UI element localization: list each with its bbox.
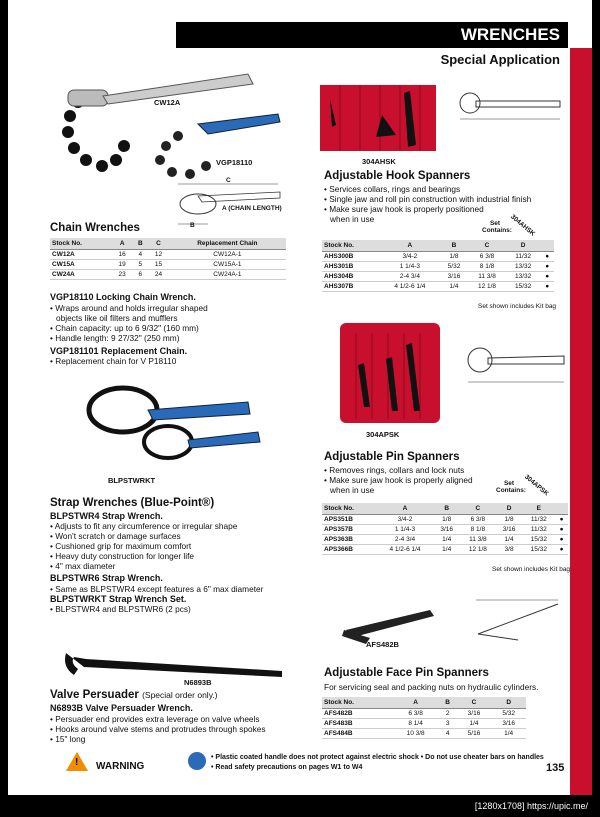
bullet: • BLPSTWR4 and BLPSTWR6 (2 pcs)	[50, 604, 191, 614]
col-header: C	[460, 503, 496, 515]
valve-title-note: (Special order only.)	[142, 690, 218, 700]
col-header: D	[491, 697, 526, 709]
table-row: AFS484B 10 3/8 4 5/16 1/4	[322, 729, 526, 739]
table-row: AHS307B 4 1/2-6 1/4 1/4 12 1/8 15/32 ●	[322, 282, 554, 292]
col-header	[540, 240, 554, 252]
table-row: APS357B 1 1/4-3 3/16 8 1/8 3/16 11/32 ●	[322, 525, 568, 535]
table-row: AHS304B 2-4 3/4 3/16 11 3/8 13/32 ●	[322, 272, 554, 282]
valve-bullets	[50, 714, 266, 744]
afs482b-label: AFS482B	[366, 640, 399, 649]
pin-bullets	[324, 465, 473, 495]
col-header: B	[433, 503, 460, 515]
hook-kit-note: Set shown includes Kit bag	[478, 303, 557, 310]
blpstwr6-bullets	[50, 584, 263, 594]
table-row: CW15A 19 5 15 CW15A-1	[50, 260, 286, 270]
strap-wrenches-title: Strap Wrenches (Blue-Point®)	[50, 497, 215, 509]
hook-spanner-table	[322, 240, 554, 292]
vgp18110-label: VGP18110	[216, 158, 253, 167]
warning-item: • Read safety precautions on pages W1 to W4	[211, 764, 363, 771]
pin-spanners-title: Adjustable Pin Spanners	[324, 451, 460, 463]
face-pin-diagram	[468, 594, 568, 646]
repl-title: VGP181101 Replacement Chain.	[50, 346, 188, 356]
304ahsk-label: 304AHSK	[362, 157, 396, 166]
col-header: Stock No.	[322, 240, 380, 252]
bullet: when in use	[330, 214, 375, 224]
bullet: • Services collars, rings and bearings	[324, 184, 531, 194]
col-header: A	[112, 238, 132, 250]
bullet: • Hooks around valve stems and protrudes through spokes	[50, 724, 266, 734]
col-header: Stock No.	[322, 503, 377, 515]
repl-bullets	[50, 356, 176, 366]
bullet: • 4" max diameter	[50, 561, 237, 571]
col-header: A	[393, 697, 439, 709]
col-header: Replacement Chain	[169, 238, 286, 250]
section-subtitle: Special Application	[440, 52, 560, 67]
valve-persuader-image	[56, 645, 296, 685]
col-header: E	[522, 503, 555, 515]
bullet: • Heavy duty construction for longer life	[50, 551, 237, 561]
col-header: C	[148, 238, 168, 250]
vgp-title: VGP18110 Locking Chain Wrench.	[50, 292, 196, 302]
page-number: 135	[546, 762, 565, 774]
table-row: CW24A 23 6 24 CW24A-1	[50, 270, 286, 280]
blpstwr4-title: BLPSTWR4 Strap Wrench.	[50, 511, 163, 521]
bullet: • Won't scratch or damage surfaces	[50, 531, 237, 541]
bullet: • Make sure jaw hook is properly aligned	[324, 475, 473, 485]
blpstwrkt-title: BLPSTWRKT Strap Wrench Set.	[50, 594, 187, 604]
vgp-bullets	[50, 303, 208, 343]
col-header: D	[506, 240, 541, 252]
face-pin-table	[322, 697, 526, 739]
hook-set-code: 304AHSK	[509, 213, 537, 238]
table-row: AFS482B 6 3/8 2 3/16 5/32	[322, 709, 526, 719]
face-pin-description: For servicing seal and packing nuts on hydraulic cylinders.	[324, 682, 539, 692]
blpstwr4-bullets	[50, 521, 237, 571]
valve-title-text: Valve Persuader	[50, 689, 139, 701]
safety-goggles-icon	[188, 752, 206, 770]
catalog-page	[8, 0, 592, 795]
col-header: C	[457, 697, 492, 709]
col-header: Stock No.	[50, 238, 112, 250]
chain-links	[62, 96, 130, 172]
cw12a-label: CW12A	[154, 98, 181, 107]
table-row: APS366B 4 1/2-6 1/4 1/4 12 1/8 3/8 15/32 ●	[322, 545, 568, 555]
warning-label: WARNING	[96, 761, 145, 772]
red-side-bar	[570, 48, 592, 795]
n6893b-label: N6893B	[184, 678, 212, 687]
image-host-footer: [1280x1708] https://upic.me/	[0, 797, 600, 817]
pin-set-contains: Set Contains:	[496, 480, 526, 494]
table-row: AHS301B 1 1/4-3 5/32 8 1/8 13/32 ●	[322, 262, 554, 272]
blpstwrkt-bullets	[50, 604, 191, 614]
bullet: • Single jaw and roll pin construction with industrial finish	[324, 194, 531, 204]
bullet: • Same as BLPSTWR4 except features a 6" max diameter	[50, 584, 263, 594]
bullet: • Removes rings, collars and lock nuts	[324, 465, 473, 475]
bullet: • Adjusts to fit any circumference or irregular shape	[50, 521, 237, 531]
dim-c-label: C	[226, 177, 231, 184]
bullet: • 15" long	[50, 734, 266, 744]
pin-set-code: 304APSK	[523, 473, 550, 498]
warning-icon: !	[66, 752, 88, 771]
bullet: • Chain capacity: up to 6 9/32" (160 mm)	[50, 323, 208, 333]
hook-bullets	[324, 184, 531, 224]
pin-spanner-diagram	[464, 338, 568, 388]
pin-kit-note: Set shown includes Kit bag	[492, 566, 571, 573]
hook-spanners-title: Adjustable Hook Spanners	[324, 170, 471, 182]
valve-persuader-title	[50, 689, 218, 701]
col-header	[555, 503, 568, 515]
table-row: AFS483B 8 1/4 3 1/4 3/16	[322, 719, 526, 729]
n6893b-title: N6893B Valve Persuader Wrench.	[50, 703, 193, 713]
col-header: B	[439, 697, 457, 709]
face-pin-spanner-image	[340, 604, 440, 644]
bullet: when in use	[330, 485, 375, 495]
table-row: APS351B 3/4-2 1/8 6 3/8 1/8 11/32 ●	[322, 515, 568, 525]
bullet: • Cushioned grip for maximum comfort	[50, 541, 237, 551]
face-pin-spanners-title: Adjustable Face Pin Spanners	[324, 667, 489, 679]
wrench-head	[68, 90, 108, 106]
bullet: • Persuader end provides extra leverage on valve wheels	[50, 714, 266, 724]
blpstwr6-title: BLPSTWR6 Strap Wrench.	[50, 573, 163, 583]
col-header: Stock No.	[322, 697, 393, 709]
warning-items	[211, 753, 544, 773]
pin-spanner-kit-image	[340, 323, 442, 427]
strap-wrench-image	[78, 380, 278, 470]
dim-a-label: A (CHAIN LENGTH)	[222, 205, 282, 212]
warning-item: • Plastic coated handle does not protect against electric shock • Do not use cheater bars on handles	[211, 754, 544, 761]
col-header: B	[440, 240, 468, 252]
col-header: A	[380, 240, 440, 252]
pin-spanner-table	[322, 503, 568, 555]
bullet: • Wraps around and holds irregular shaped	[50, 303, 208, 313]
chain-wrenches-title: Chain Wrenches	[50, 222, 140, 234]
table-row: AHS300B 3/4-2 1/8 6 3/8 11/32 ●	[322, 252, 554, 262]
bullet: objects like oil filters and mufflers	[56, 313, 178, 323]
table-row: CW12A 16 4 12 CW12A-1	[50, 250, 286, 260]
304apsk-label: 304APSK	[366, 430, 400, 439]
hook-spanner-diagram	[456, 85, 566, 125]
bullet: • Handle length: 9 27/32" (250 mm)	[50, 333, 208, 343]
bullet: • Make sure jaw hook is properly positioned	[324, 204, 531, 214]
chain-wrench-table	[50, 238, 286, 280]
hook-set-contains: Set Contains:	[482, 220, 512, 234]
col-header: D	[496, 503, 523, 515]
col-header: A	[377, 503, 434, 515]
col-header: C	[468, 240, 506, 252]
bullet: • Replacement chain for V P18110	[50, 356, 176, 366]
col-header: B	[132, 238, 148, 250]
blpstwrkt-label: BLPSTWRKT	[108, 476, 156, 485]
section-header: WRENCHES	[176, 22, 568, 48]
table-row: APS363B 2-4 3/4 1/4 11 3/8 1/4 15/32 ●	[322, 535, 568, 545]
locking-wrench	[198, 114, 280, 134]
dim-b-label: B	[190, 222, 195, 229]
hook-spanner-kit-image	[320, 85, 440, 155]
